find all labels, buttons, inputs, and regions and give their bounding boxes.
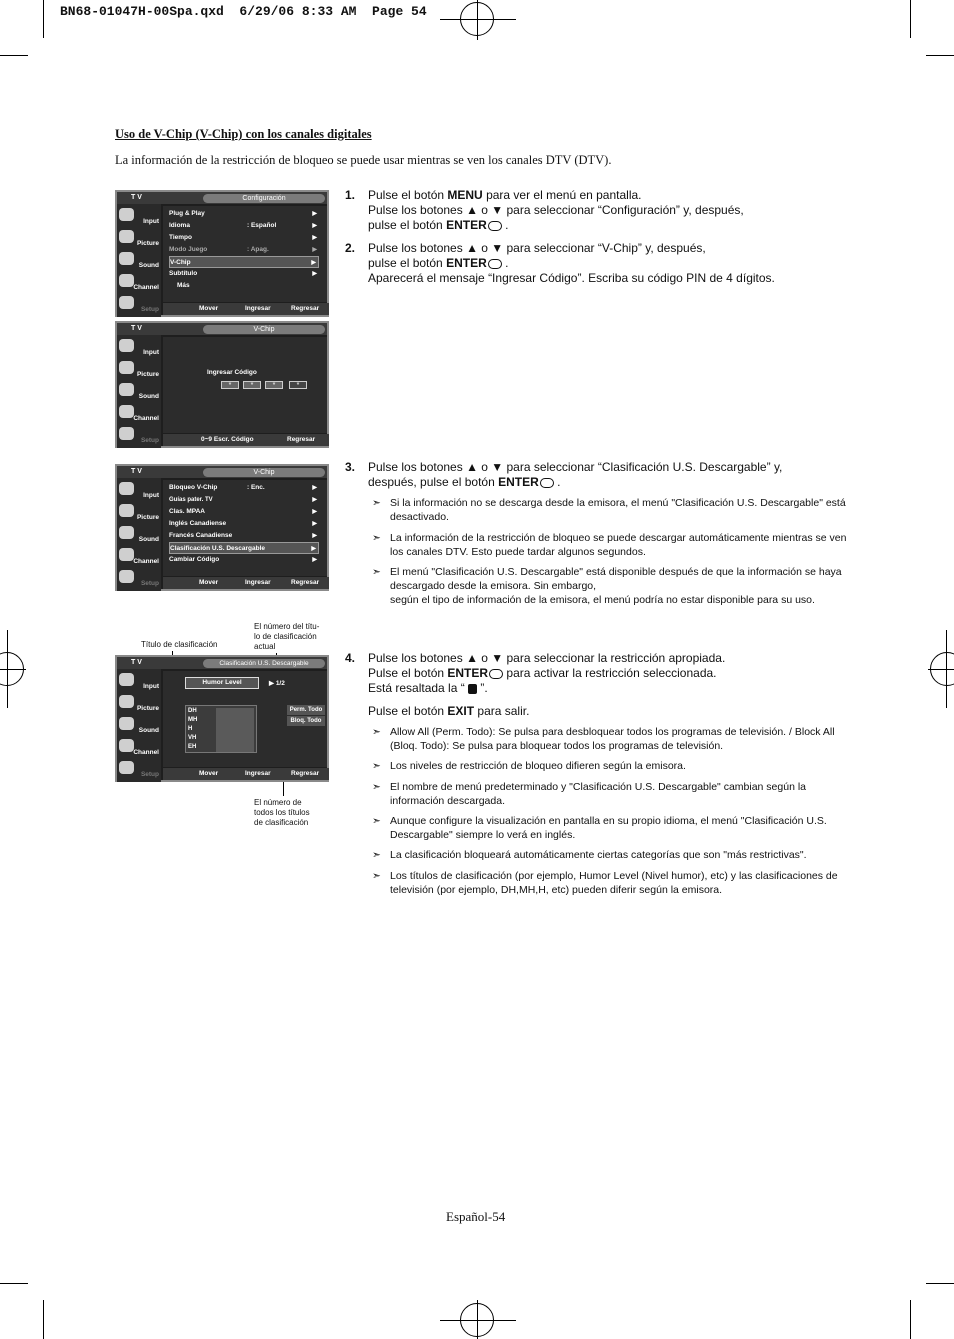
osd-sidebar	[117, 204, 161, 317]
osd-row: Francés Canadiense ▶	[169, 532, 317, 539]
osd-row: Modo Juego : Apag. ▶	[169, 246, 317, 253]
picture-icon	[119, 230, 134, 243]
osd-row-selected: Clasificación U.S. Descargable ▶	[169, 542, 319, 554]
rating-column	[216, 708, 254, 752]
sound-icon	[119, 383, 134, 396]
input-icon	[119, 208, 134, 221]
osd-menu	[163, 480, 327, 576]
crop-mark	[926, 1283, 954, 1284]
annotation-title-label: Título de clasificación	[141, 640, 218, 649]
crop-mark	[0, 55, 28, 56]
registration-line	[928, 669, 954, 670]
osd-row: Plug & Play ▶	[169, 210, 317, 217]
allow-all-button: Perm. Todo	[287, 705, 325, 715]
rating-count: ▶ 1/2	[269, 680, 285, 687]
osd-sidebar	[117, 478, 161, 591]
osd-title: Configuración	[203, 194, 325, 203]
osd-side-input: Input	[117, 206, 161, 227]
pin-box: *	[265, 381, 283, 389]
osd-side-picture: Picture	[117, 502, 161, 523]
osd-row: Tiempo ▶	[169, 234, 317, 241]
crop-mark	[43, 1300, 44, 1339]
osd-us-downloadable	[115, 655, 329, 782]
lock-icon	[468, 684, 477, 694]
osd-side-picture: Picture	[117, 359, 161, 380]
intro-paragraph: La información de la restricción de bloqueo se puede usar mientras se ven los canales DTV (DTV).	[115, 153, 612, 167]
osd-side-input: Input	[117, 337, 161, 358]
registration-line	[440, 19, 516, 20]
rating-row: MH	[188, 717, 198, 723]
osd-row: Bloqueo V-Chip : Enc. ▶	[169, 484, 317, 491]
file-slug: BN68-01047H-00Spa.qxd 6/29/06 8:33 AM Page 54	[60, 4, 427, 19]
osd-side-picture: Picture	[117, 228, 161, 249]
page-footer: Español-54	[446, 1209, 506, 1224]
rating-row: DH	[188, 708, 254, 717]
crop-mark	[910, 1300, 911, 1339]
osd-menu	[163, 206, 327, 302]
crop-mark	[43, 0, 44, 38]
channel-icon	[119, 405, 134, 418]
osd-row: Cambiar Código ▶	[169, 556, 317, 563]
annotation-current-number: El número del títu- lo de clasificación actual	[254, 622, 320, 651]
enter-icon	[540, 478, 554, 488]
osd-row: Guías pater. TV ▶	[169, 497, 317, 503]
enter-icon	[489, 669, 503, 679]
osd-side-picture: Picture	[117, 693, 161, 714]
osd-row: Más	[177, 282, 190, 289]
setup-icon	[119, 570, 134, 583]
sound-icon	[119, 717, 134, 730]
osd-row: Subtítulo ▶	[169, 270, 317, 277]
osd-bottom-bar: Mover Ingresar Regresar	[163, 768, 329, 780]
osd-side-input: Input	[117, 671, 161, 692]
osd-side-setup: Setup	[117, 425, 161, 446]
pin-box: *	[289, 381, 307, 389]
osd-tv-label: T V	[131, 194, 142, 201]
osd-title: Clasificación U.S. Descargable	[203, 659, 325, 668]
osd-tv-label: T V	[131, 468, 142, 475]
osd-row: Clas. MPAA ▶	[169, 508, 317, 515]
rating-table	[185, 705, 257, 753]
pin-box: *	[221, 381, 239, 389]
enter-icon	[488, 221, 502, 231]
picture-icon	[119, 361, 134, 374]
picture-icon	[119, 504, 134, 517]
annotation-total-number: El número de todos los títulos de clasificación	[254, 798, 310, 827]
setup-icon	[119, 427, 134, 440]
rating-row: VH	[188, 735, 197, 741]
osd-side-sound: Sound	[117, 524, 161, 545]
registration-line	[0, 669, 26, 670]
osd-sidebar	[117, 669, 161, 782]
osd-tv-label: T V	[131, 659, 142, 666]
registration-line	[477, 0, 478, 40]
crop-mark	[0, 1283, 28, 1284]
osd-bottom-bar: 0~9 Escr. Código Regresar	[163, 434, 329, 446]
osd-title: V-Chip	[203, 325, 325, 334]
osd-side-channel: Channel	[117, 546, 161, 567]
osd-sidebar	[117, 335, 161, 448]
osd-vchip-pin	[115, 321, 329, 448]
osd-side-sound: Sound	[117, 250, 161, 271]
osd-tv-label: T V	[131, 325, 142, 332]
section-heading: Uso de V-Chip (V-Chip) con los canales digitales	[115, 127, 372, 141]
osd-pin-panel	[163, 337, 327, 433]
osd-vchip-menu	[115, 464, 329, 591]
crop-mark	[926, 55, 954, 56]
osd-bottom-bar: Mover Ingresar Regresar	[163, 577, 329, 589]
setup-icon	[119, 761, 134, 774]
registration-line	[946, 630, 947, 708]
pin-prompt: Ingresar Código	[207, 369, 257, 376]
enter-icon	[488, 259, 502, 269]
rating-row: H	[188, 726, 193, 732]
osd-side-setup: Setup	[117, 568, 161, 589]
pin-box: *	[243, 381, 261, 389]
input-icon	[119, 673, 134, 686]
channel-icon	[119, 274, 134, 287]
osd-row: Idioma : Español ▶	[169, 222, 317, 229]
osd-configuracion	[115, 190, 329, 317]
rating-row: EH	[188, 744, 197, 750]
osd-side-setup: Setup	[117, 759, 161, 780]
picture-icon	[119, 695, 134, 708]
sound-icon	[119, 252, 134, 265]
crop-mark	[910, 0, 911, 38]
osd-rating-panel	[163, 671, 327, 767]
setup-icon	[119, 296, 134, 309]
channel-icon	[119, 739, 134, 752]
rating-dimension: Humor Level	[185, 677, 259, 689]
registration-line	[7, 630, 8, 708]
input-icon	[119, 339, 134, 352]
osd-side-channel: Channel	[117, 403, 161, 424]
sound-icon	[119, 526, 134, 539]
channel-icon	[119, 548, 134, 561]
registration-line	[477, 1300, 478, 1339]
osd-side-sound: Sound	[117, 381, 161, 402]
osd-side-setup: Setup	[117, 294, 161, 315]
osd-row-selected: V-Chip ▶	[169, 256, 319, 268]
osd-side-input: Input	[117, 480, 161, 501]
block-all-button: Bloq. Todo	[287, 716, 325, 726]
osd-side-sound: Sound	[117, 715, 161, 736]
osd-row: Inglés Canadiense ▶	[169, 520, 317, 527]
osd-side-channel: Channel	[117, 737, 161, 758]
osd-title: V-Chip	[203, 468, 325, 477]
osd-bottom-bar: Mover Ingresar Regresar	[163, 303, 329, 315]
registration-line	[440, 1320, 516, 1321]
osd-side-channel: Channel	[117, 272, 161, 293]
input-icon	[119, 482, 134, 495]
